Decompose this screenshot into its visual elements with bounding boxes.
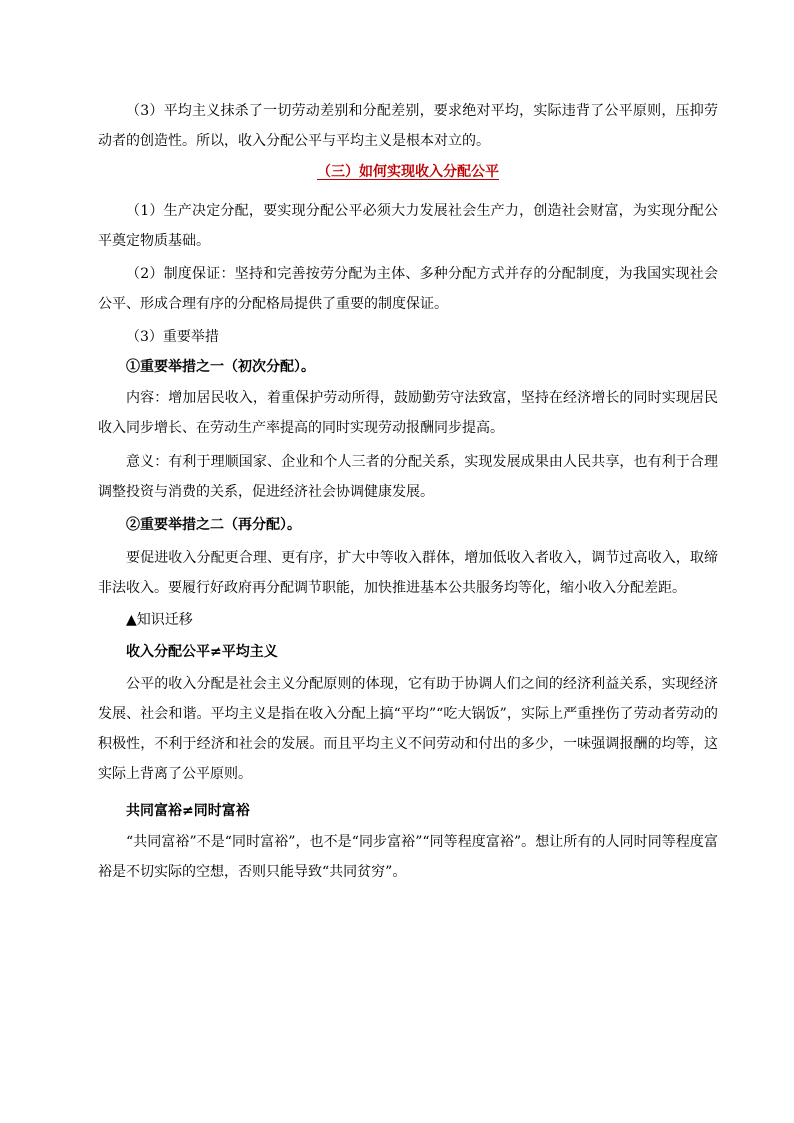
paragraph-important-measures: （3）重要举措 [126, 329, 219, 345]
paragraph-common-prosperity: “共同富裕”不是“同时富裕”，也不是“同步富裕”“同等程度富裕”。想让所有的人同时同等程度富裕是不切实际的空想，否则只能导致“共同贫穷”。 [98, 834, 718, 880]
paragraph-redistribution-content: 要促进收入分配更合理、更有序，扩大中等收入群体，增加低收入者收入，调节过高收入，取缔非法收入。要履行好政府再分配调节职能，加快推进基本公共服务均等化，缩小收入分配差距。 [98, 550, 718, 596]
paragraph-content: 内容：增加居民收入，着重保护劳动所得，鼓励勤劳守法致富，坚持在经济增长的同时实现居民收入同步增长、在劳动生产率提高的同时实现劳动报酬同步提高。 [98, 390, 718, 436]
subheading-initial-distribution: ①重要举措之一（初次分配）。 [126, 359, 315, 375]
subheading-fairness-vs-egalitarianism: 收入分配公平≠平均主义 [126, 644, 278, 660]
knowledge-transfer-label: ▲知识迁移 [126, 612, 193, 628]
paragraph-fair-distribution: 公平的收入分配是社会主义分配原则的体现，它有助于协调人们之间的经济利益关系，实现经济发展、社会和谐。平均主义是指在收入分配上搞“平均”“吃大锅饭”，实际上严重挫伤了劳动者劳动的积极性，不利于经济和社会的发展。而且平均主义不问劳动和付出的多少，一味强调报酬的均等，这实际上背离了公平原则。 [98, 676, 718, 782]
subheading-redistribution: ②重要举措之二（再分配）。 [126, 517, 301, 533]
section-heading [98, 157, 718, 187]
paragraph-production-determines: （1）生产决定分配，要实现分配公平必须大力发展社会生产力，创造社会财富，为实现分配公平奠定物质基础。 [98, 203, 718, 249]
paragraph-significance: 意义：有利于理顺国家、企业和个人三者的分配关系，实现发展成果由人民共享，也有利于合理调整投资与消费的关系，促进经济社会协调健康发展。 [98, 454, 718, 500]
paragraph-egalitarianism-contrast: （3）平均主义抹杀了一切劳动差别和分配差别，要求绝对平均，实际违背了公平原则，压抑劳动者的创造性。所以，收入分配公平与平均主义是根本对立的。 [98, 103, 718, 149]
subheading-common-prosperity: 共同富裕≠同时富裕 [126, 803, 250, 819]
section-heading-text: （三）如何实现收入分配公平 [317, 164, 499, 180]
paragraph-institutional-guarantee: （2）制度保证：坚持和完善按劳分配为主体、多种分配方式并存的分配制度，为我国实现社会公平、形成合理有序的分配格局提供了重要的制度保证。 [98, 266, 718, 312]
